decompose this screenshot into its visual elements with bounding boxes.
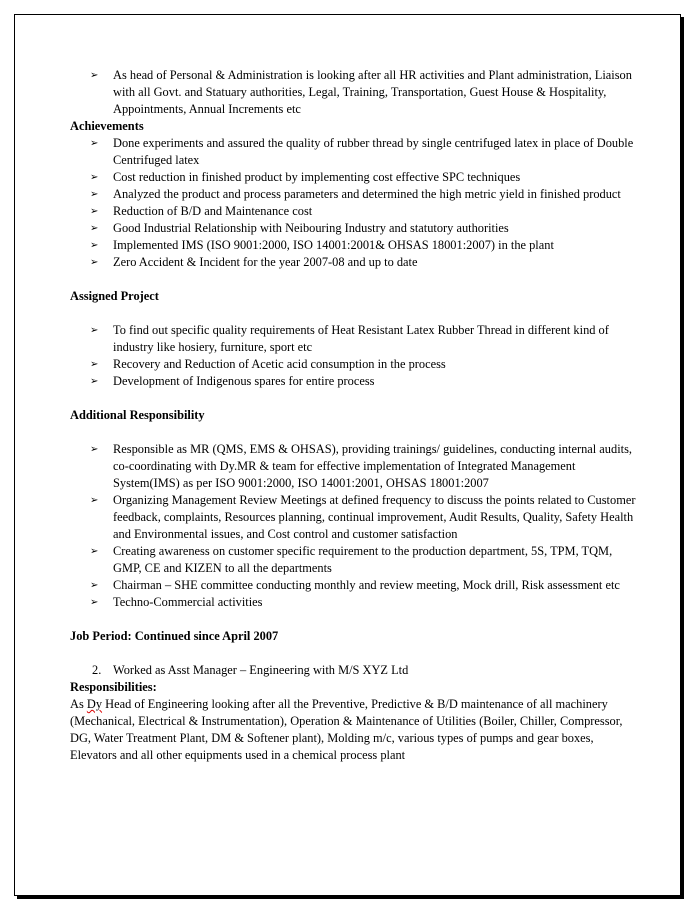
resume-content [70, 67, 640, 764]
arrow-bullet-icon: ➢ [90, 70, 99, 81]
list-item: ➢ Responsible as MR (QMS, EMS & OHSAS), providing trainings/ guidelines, conducting internal audits, co-coordinating with Dy.MR & team for effective implementation of Integrated Management System(IMS) as per ISO 9001:2000, ISO 14001:2001, OHSAS 18001:2007 [90, 442, 633, 490]
list-item: ➢ Creating awareness on customer specific requirement to the production department, 5S, TPM, TQM, GMP, CE and KIZEN to all the departments [90, 544, 613, 575]
arrow-bullet-icon: ➢ [90, 376, 99, 387]
additional-responsibility-heading: Additional Responsibility [70, 408, 205, 422]
arrow-bullet-icon: ➢ [90, 257, 99, 268]
arrow-bullet-icon: ➢ [90, 138, 99, 149]
arrow-bullet-icon: ➢ [90, 189, 99, 200]
additional-responsibility-list [70, 441, 640, 611]
assigned-project-heading: Assigned Project [70, 289, 159, 303]
arrow-bullet-icon: ➢ [90, 580, 99, 591]
arrow-bullet-icon: ➢ [90, 223, 99, 234]
job-number: 2. [92, 663, 102, 677]
responsibilities-paragraph: As Dy Head of Engineering looking after all the Preventive, Predictive & B/D maintenance of all machinery (Mechanical, Electrical & Instrumentation), Operation & Maintenance of Utilities (Boiler, Chiller, Compressor, DG, Water Treatment Plant, DM & Softener plant), Molding m/c, various types of pumps and gear boxes, Elevators and all other equipments used in a chemical process plant [70, 697, 623, 762]
list-item: ➢ Implemented IMS (ISO 9001:2000, ISO 14001:2001& OHSAS 18001:2007) in the plant [90, 238, 554, 252]
arrow-bullet-icon: ➢ [90, 359, 99, 370]
list-item: ➢ Recovery and Reduction of Acetic acid consumption in the process [90, 357, 446, 371]
spellcheck-flagged-word: Dy [86, 697, 103, 711]
arrow-bullet-icon: ➢ [90, 495, 99, 506]
arrow-bullet-icon: ➢ [90, 444, 99, 455]
achievements-list [70, 135, 640, 271]
job-entry [70, 662, 640, 679]
list-item: ➢ Chairman – SHE committee conducting monthly and review meeting, Mock drill, Risk assessment etc [90, 578, 620, 592]
list-item: ➢ Techno-Commercial activities [90, 595, 263, 609]
arrow-bullet-icon: ➢ [90, 546, 99, 557]
spacer [70, 305, 640, 322]
job-period: Job Period: Continued since April 2007 [70, 629, 279, 643]
job-title: Worked as Asst Manager – Engineering with M/S XYZ Ltd [113, 663, 409, 677]
spacer [70, 271, 640, 288]
responsibilities-heading: Responsibilities: [70, 680, 157, 694]
list-item: ➢ Reduction of B/D and Maintenance cost [90, 204, 313, 218]
arrow-bullet-icon: ➢ [90, 597, 99, 608]
arrow-bullet-icon: ➢ [90, 325, 99, 336]
arrow-bullet-icon: ➢ [90, 172, 99, 183]
intro-bullet-list [70, 67, 640, 118]
list-item: ➢ Good Industrial Relationship with Neibouring Industry and statutory authorities [90, 221, 509, 235]
spacer [70, 611, 640, 628]
arrow-bullet-icon: ➢ [90, 240, 99, 251]
list-item: ➢ To find out specific quality requirements of Heat Resistant Latex Rubber Thread in different kind of industry like hosiery, furniture, sport etc [90, 323, 609, 354]
list-item: ➢ Zero Accident & Incident for the year 2007-08 and up to date [90, 255, 418, 269]
list-item: ➢ Organizing Management Review Meetings at defined frequency to discuss the points related to Customer feedback, complaints, Resources planning, continual improvement, Audit Results, Quality, Safety Health and Environmental issues, and Cost control and customer satisfaction [90, 493, 636, 541]
arrow-bullet-icon: ➢ [90, 206, 99, 217]
spacer [70, 424, 640, 441]
list-item: ➢ Development of Indigenous spares for entire process [90, 374, 375, 388]
spacer [70, 645, 640, 662]
assigned-project-list [70, 322, 640, 390]
list-item: ➢ As head of Personal & Administration is looking after all HR activities and Plant administration, Liaison with all Govt. and Statuary authorities, Legal, Training, Transportation, Guest House & Hospitality, Appointments, Annual Increments etc [90, 68, 632, 116]
spacer [70, 390, 640, 407]
list-item: ➢ Cost reduction in finished product by implementing cost effective SPC techniques [90, 170, 521, 184]
document-page [14, 14, 681, 896]
list-item: ➢ Analyzed the product and process parameters and determined the high metric yield in finished product [90, 187, 621, 201]
achievements-heading: Achievements [70, 119, 144, 133]
list-item: ➢ Done experiments and assured the quality of rubber thread by single centrifuged latex in place of Double Centrifuged latex [90, 136, 634, 167]
